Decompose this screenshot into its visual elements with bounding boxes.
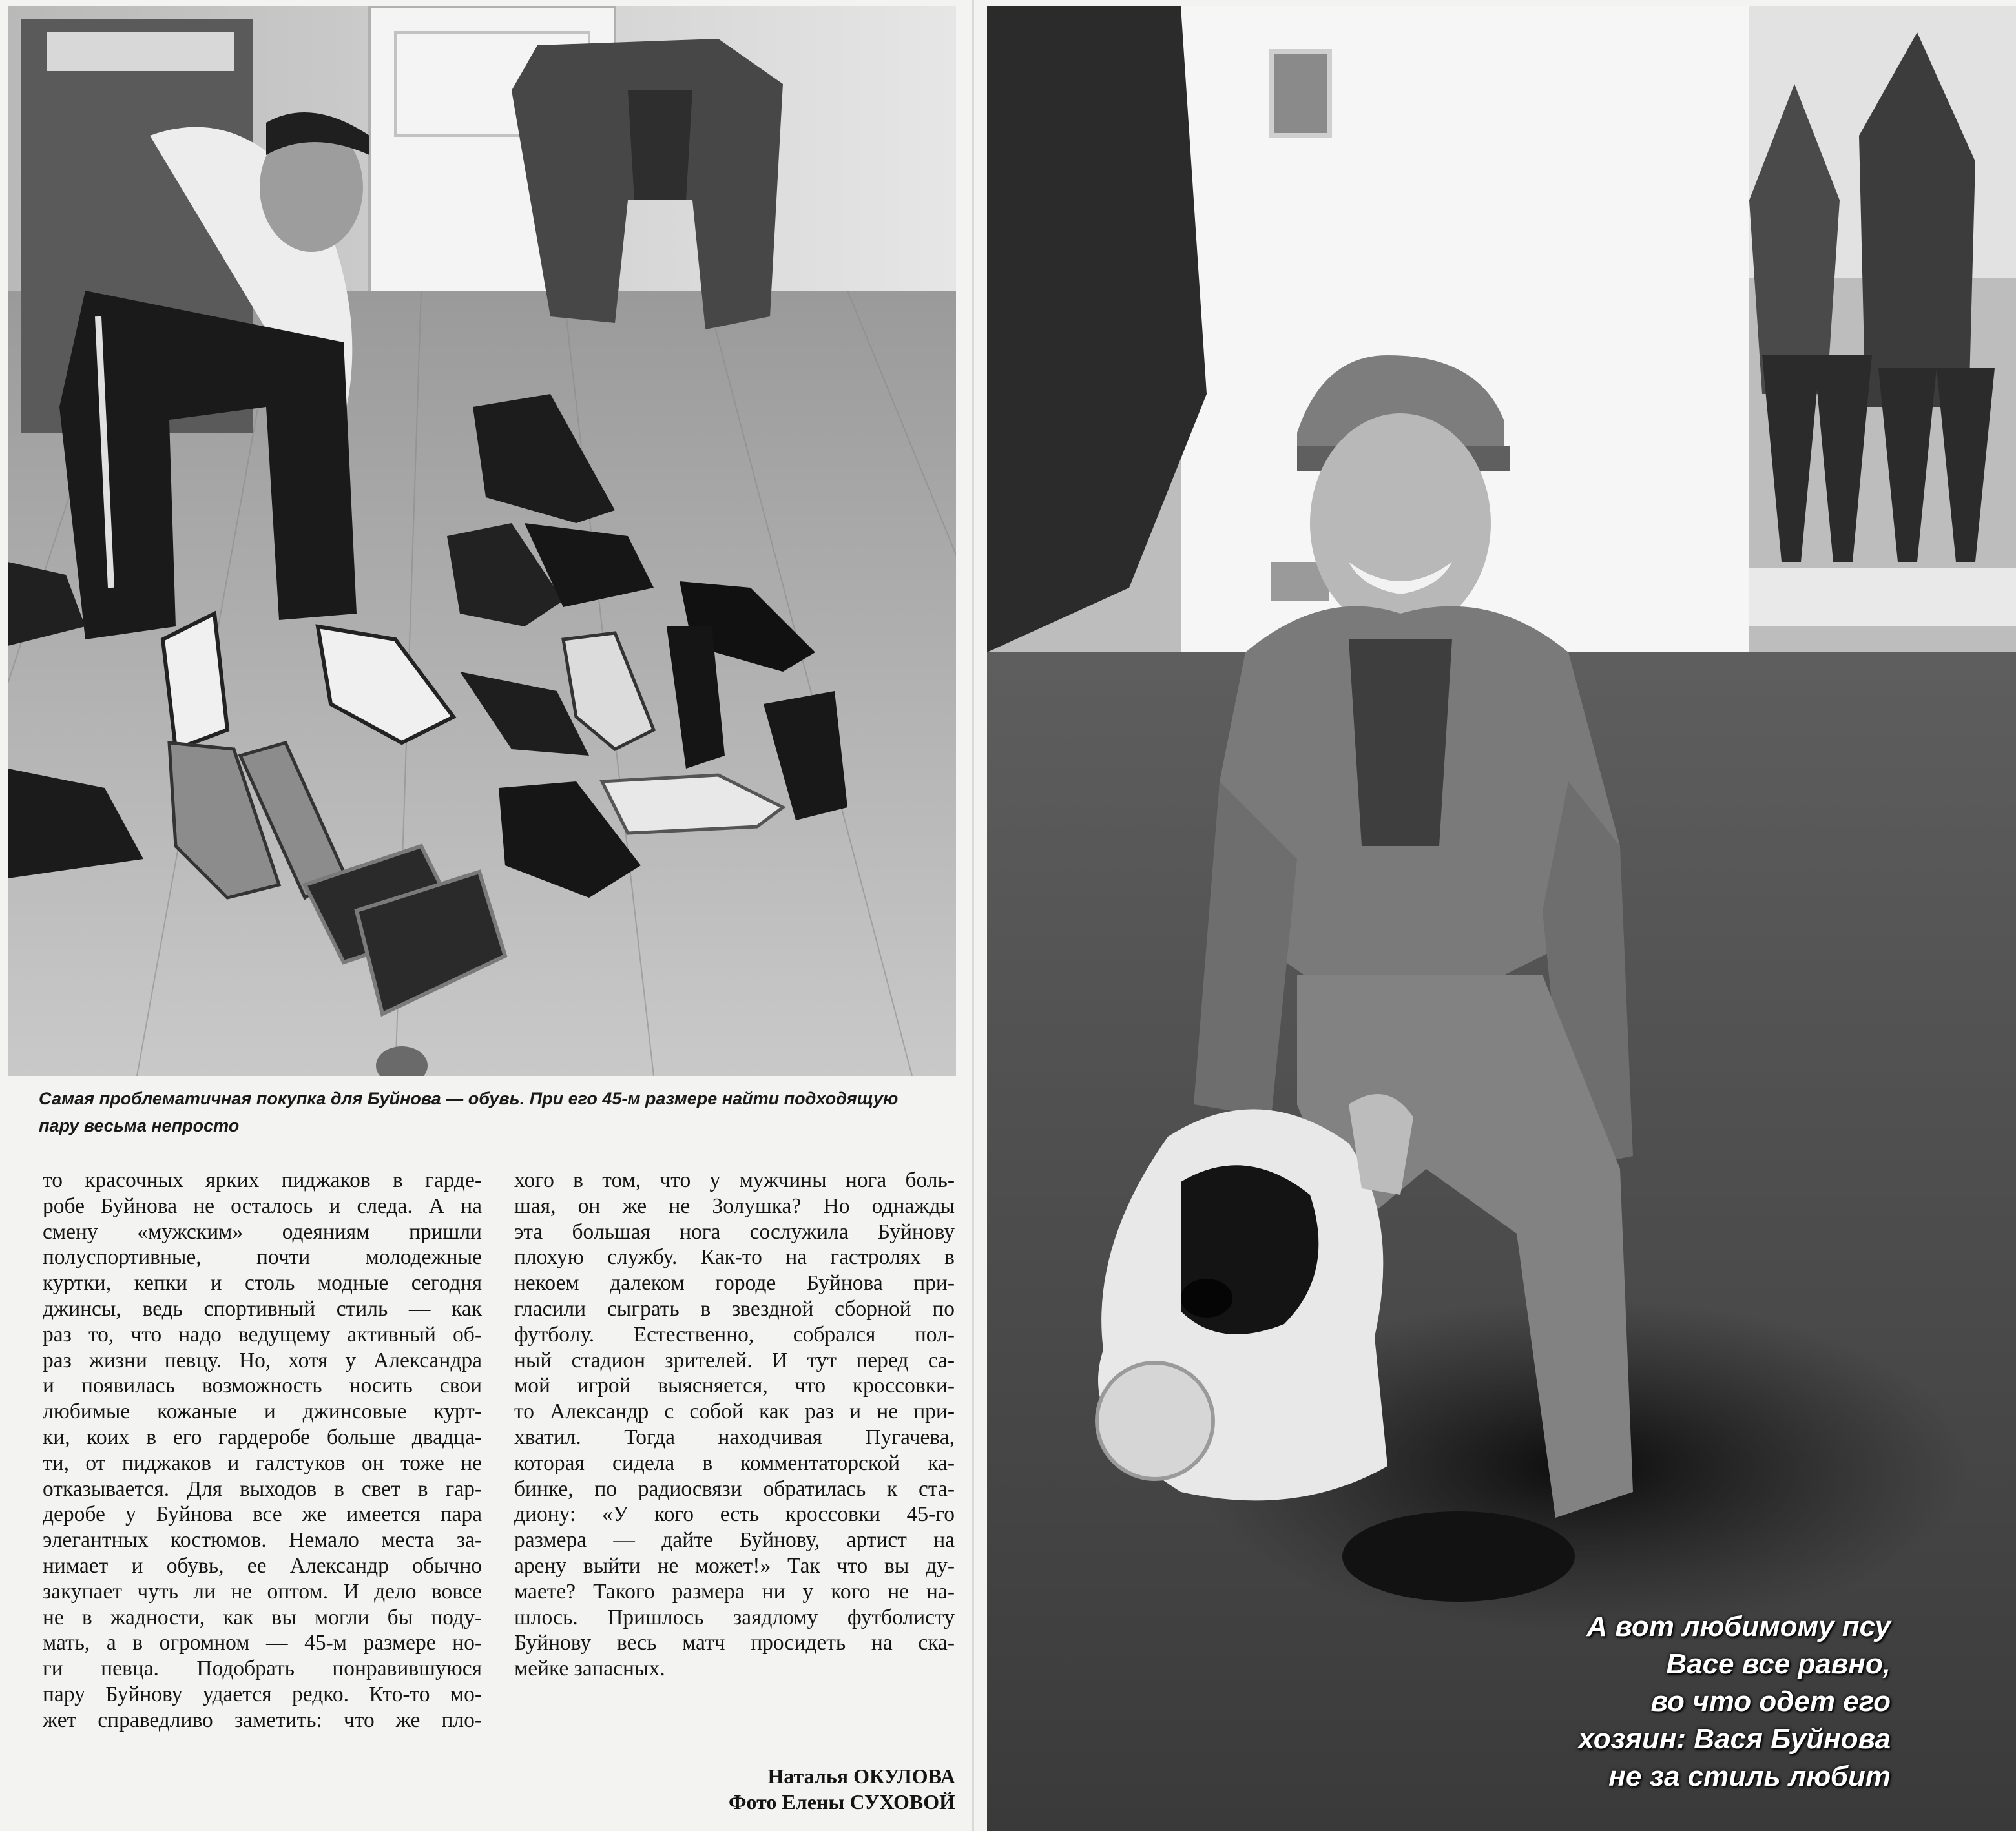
article-line: смену «мужским» одеяниям пришли	[43, 1219, 482, 1244]
article-line: гласили сыграть в звездной сборной по	[514, 1296, 955, 1321]
article-line: Буйнову весь матч просидеть на ска-	[514, 1631, 955, 1655]
article-line: отказывается. Для выходов в свет в гар-	[43, 1476, 482, 1501]
article-line: робе Буйнова не осталось и следа. А на	[43, 1194, 482, 1218]
article-line: эта большая нога сослужила Буйнову	[514, 1219, 955, 1244]
article-line: и появилась возможность носить свои	[43, 1374, 482, 1398]
article-line: арену выйти не может!» Так что вы ду-	[514, 1553, 955, 1578]
page-gutter	[972, 0, 974, 1831]
article-line: маете? Такого размера ни у кого не на-	[514, 1579, 955, 1604]
photo-man-with-dog	[987, 6, 2016, 1831]
article-line: раз жизни певцу. Но, хотя у Александра	[43, 1348, 482, 1372]
caption-line: во что одет его	[1650, 1686, 1891, 1717]
article-line: полуспортивные, почти молодежные	[43, 1245, 482, 1270]
article-credits	[729, 1763, 955, 1815]
article-line: футболу. Естественно, собрался пол-	[514, 1322, 955, 1347]
article-line: некоем далеком городе Буйнова при-	[514, 1271, 955, 1296]
article-line: мой игрой выясняется, что кроссовки-	[514, 1374, 955, 1398]
caption-line: пару весьма непросто	[39, 1116, 240, 1135]
article-line: жет справедливо заметить: что же пло-	[43, 1708, 482, 1732]
article-line: ги певца. Подобрать понравившуюся	[43, 1657, 482, 1681]
article-line: шая, он же не Золушка? Но однажды	[514, 1194, 955, 1218]
article-line: нимает и обувь, ее Александр обычно	[43, 1553, 482, 1578]
photo-caption-left	[39, 1085, 956, 1139]
photo-caption-right	[1578, 1608, 1891, 1795]
caption-line: Самая проблематичная покупка для Буйнова — обувь. При его 45-м размере найти подходящую	[39, 1089, 899, 1108]
author-byline: Наталья ОКУЛОВА	[767, 1764, 955, 1788]
article-line: мейке запасных.	[514, 1657, 665, 1681]
article-line: куртки, кепки и столь модные сегодня	[43, 1271, 482, 1296]
article-line: ный стадион зрителей. И тут перед са-	[514, 1348, 955, 1372]
caption-line: не за стиль любит	[1608, 1761, 1891, 1792]
article-line: диону: «У кого есть кроссовки 45-го	[514, 1502, 955, 1527]
dog-photo-illustration	[987, 6, 2016, 1831]
article-line: хого в том, что у мужчины нога боль-	[514, 1168, 955, 1192]
article-line: любимые кожаные и джинсовые курт-	[43, 1400, 482, 1424]
article-line: которая сидела в комментаторской ка-	[514, 1451, 955, 1475]
article-line: плохую службу. Как-то на гастролях в	[514, 1245, 955, 1270]
article-line: закупает чуть ли не оптом. И дело вовсе	[43, 1579, 482, 1604]
photo-credit: Фото Елены СУХОВОЙ	[729, 1790, 955, 1814]
article-line: бинке, по радиосвязи обратилась к ста-	[514, 1476, 955, 1501]
article-line: размера — дайте Буйнову, артист на	[514, 1528, 955, 1553]
article-line: раз то, что надо ведущему активный об-	[43, 1322, 482, 1347]
article-line: деробе у Буйнова все же имеется пара	[43, 1502, 482, 1527]
article-column-1	[43, 1168, 482, 1733]
caption-line: Васе все равно,	[1666, 1648, 1891, 1680]
article-line: шлось. Пришлось заядлому футболисту	[514, 1605, 955, 1629]
article-line: пару Буйнову удается редко. Кто-то мо-	[43, 1682, 482, 1706]
article-line: хватил. Тогда находчивая Пугачева,	[514, 1425, 955, 1449]
article-line: джинсы, ведь спортивный стиль — как	[43, 1296, 482, 1321]
article-column-2	[514, 1168, 955, 1682]
article-line: ки, коих в его гардеробе больше двадца-	[43, 1425, 482, 1449]
photo-man-with-shoes	[8, 6, 956, 1076]
caption-line: А вот любимому псу	[1586, 1611, 1891, 1642]
article-line: то красочных ярких пиджаков в гарде-	[43, 1168, 482, 1192]
article-line: мать, а в огромном — 45-м размере но-	[43, 1631, 482, 1655]
article-line: элегантных костюмов. Немало места за-	[43, 1528, 482, 1553]
caption-line: хозяин: Вася Буйнова	[1578, 1723, 1891, 1755]
shoes-photo-illustration	[8, 6, 956, 1076]
article-line: не в жадности, как вы могли бы поду-	[43, 1605, 482, 1629]
article-line: то Александр с собой как раз и не при-	[514, 1400, 955, 1424]
article-line: ти, от пиджаков и галстуков он тоже не	[43, 1451, 482, 1475]
